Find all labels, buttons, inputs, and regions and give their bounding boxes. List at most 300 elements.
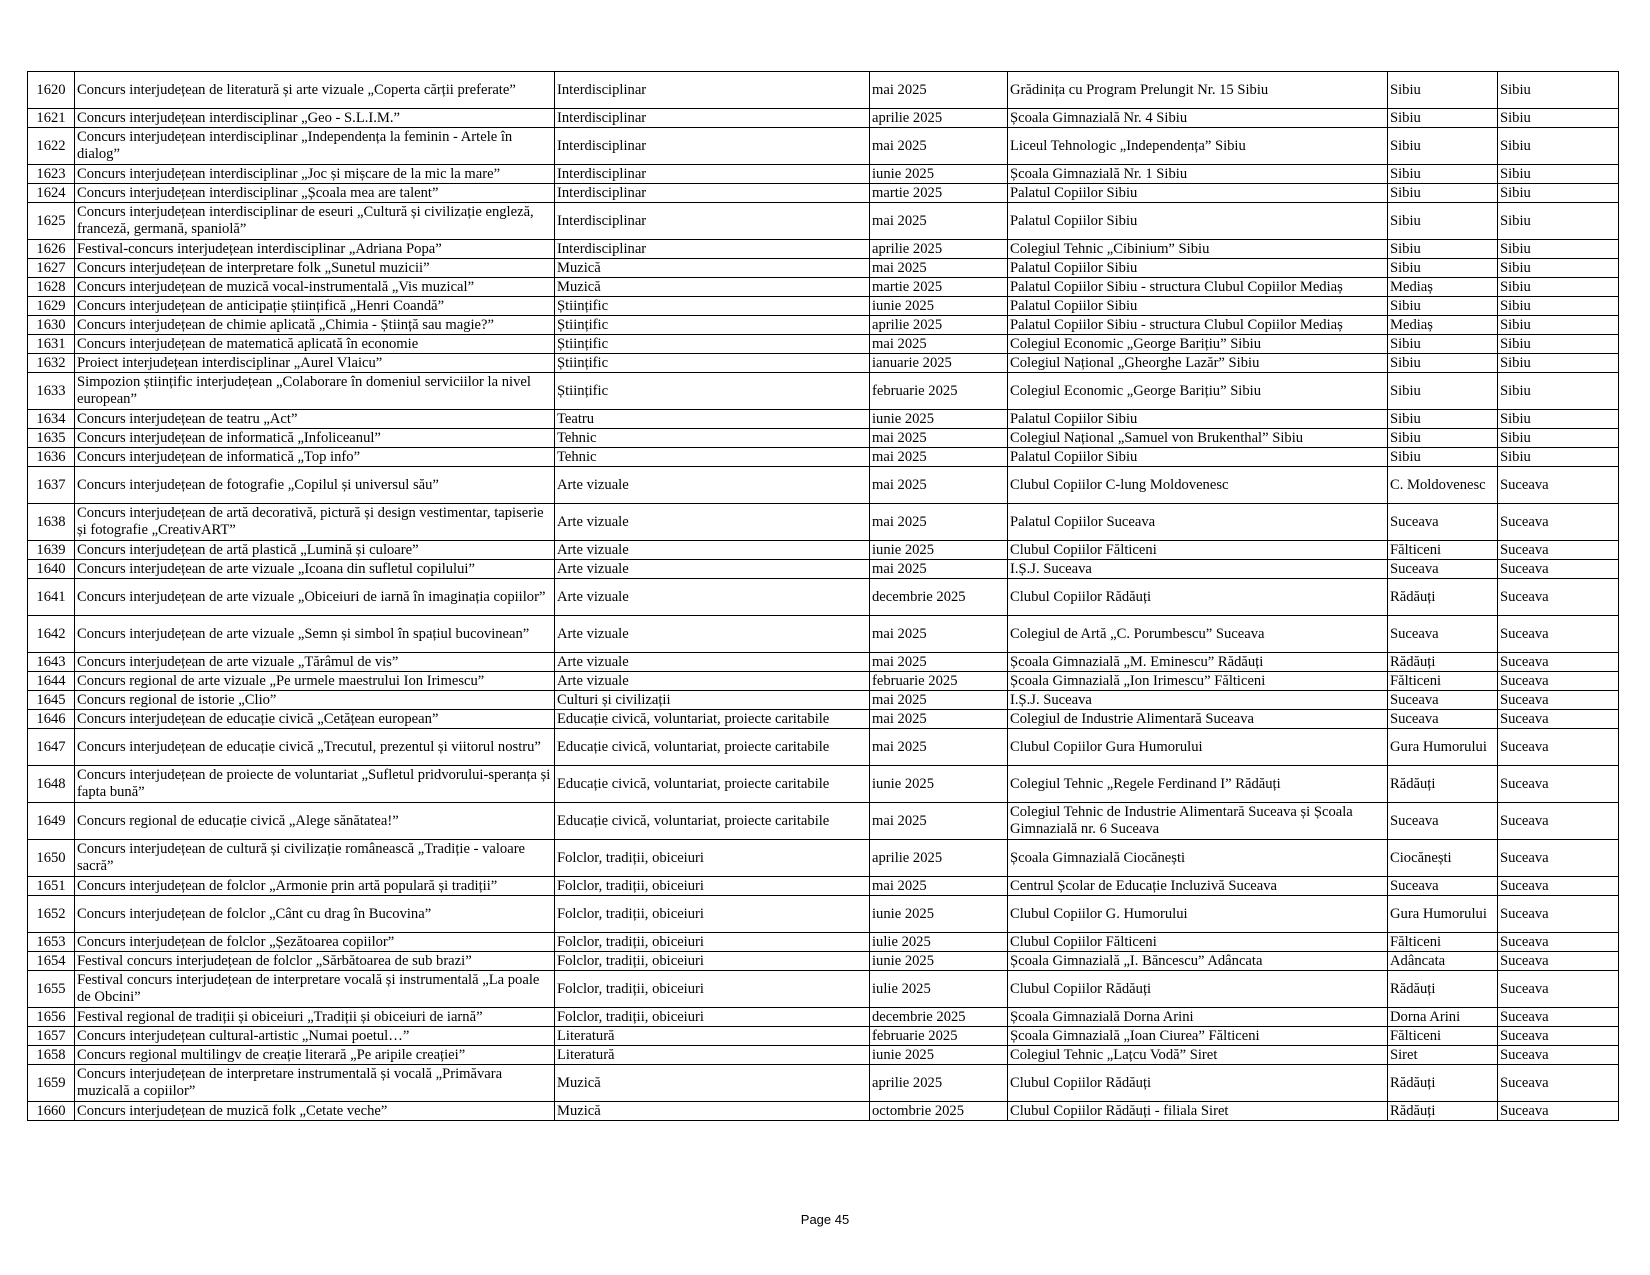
cell-organizer: Palatul Copiilor Sibiu — [1008, 297, 1388, 316]
cell-period: iulie 2025 — [870, 933, 1008, 952]
cell-locality: Rădăuți — [1388, 1065, 1498, 1102]
cell-organizer: Clubul Copiilor Rădăuți — [1008, 1065, 1388, 1102]
cell-competition-name: Concurs interjudețean de interpretare instrumentală și vocală „Primăvara muzicală a copiilor” — [75, 1065, 555, 1102]
cell-row-number: 1635 — [28, 429, 75, 448]
cell-organizer: Clubul Copiilor Fălticeni — [1008, 541, 1388, 560]
cell-period: mai 2025 — [870, 72, 1008, 109]
table-row — [28, 933, 1619, 952]
cell-period: mai 2025 — [870, 203, 1008, 240]
cell-domain: Literatură — [555, 1046, 870, 1065]
cell-organizer: Clubul Copiilor C-lung Moldovenesc — [1008, 467, 1388, 504]
cell-domain: Interdisciplinar — [555, 240, 870, 259]
cell-organizer: Școala Gimnazială „M. Eminescu” Rădăuți — [1008, 653, 1388, 672]
cell-domain: Folclor, tradiții, obiceiuri — [555, 896, 870, 933]
cell-domain: Interdisciplinar — [555, 203, 870, 240]
cell-competition-name: Concurs interjudețean de folclor „Cânt cu drag în Bucovina” — [75, 896, 555, 933]
cell-county: Sibiu — [1498, 316, 1619, 335]
cell-period: februarie 2025 — [870, 1027, 1008, 1046]
cell-period: decembrie 2025 — [870, 1008, 1008, 1027]
table-row — [28, 373, 1619, 410]
cell-row-number: 1659 — [28, 1065, 75, 1102]
cell-locality: Rădăuți — [1388, 766, 1498, 803]
cell-organizer: Colegiul Tehnic „Cibinium” Sibiu — [1008, 240, 1388, 259]
table-row — [28, 165, 1619, 184]
cell-locality: Siret — [1388, 1046, 1498, 1065]
table-row — [28, 448, 1619, 467]
cell-county: Suceava — [1498, 616, 1619, 653]
cell-county: Sibiu — [1498, 354, 1619, 373]
cell-county: Suceava — [1498, 1027, 1619, 1046]
table-row — [28, 240, 1619, 259]
cell-organizer: Școala Gimnazială „Ion Irimescu” Fălticeni — [1008, 672, 1388, 691]
cell-row-number: 1651 — [28, 877, 75, 896]
cell-locality: Rădăuți — [1388, 579, 1498, 616]
cell-competition-name: Concurs interjudețean de arte vizuale „Tărâmul de vis” — [75, 653, 555, 672]
cell-locality: Fălticeni — [1388, 672, 1498, 691]
cell-locality: Suceava — [1388, 803, 1498, 840]
cell-domain: Folclor, tradiții, obiceiuri — [555, 952, 870, 971]
cell-row-number: 1644 — [28, 672, 75, 691]
cell-domain: Culturi și civilizații — [555, 691, 870, 710]
competitions-table — [27, 71, 1619, 1121]
cell-organizer: Colegiul de Industrie Alimentară Suceava — [1008, 710, 1388, 729]
cell-row-number: 1648 — [28, 766, 75, 803]
cell-locality: Mediaș — [1388, 278, 1498, 297]
cell-county: Suceava — [1498, 803, 1619, 840]
cell-domain: Folclor, tradiții, obiceiuri — [555, 1008, 870, 1027]
cell-county: Sibiu — [1498, 109, 1619, 128]
cell-county: Sibiu — [1498, 297, 1619, 316]
cell-competition-name: Concurs interjudețean de chimie aplicată „Chimia - Știință sau magie?” — [75, 316, 555, 335]
cell-county: Suceava — [1498, 1008, 1619, 1027]
cell-organizer: Colegiul Tehnic „Regele Ferdinand I” Rădăuți — [1008, 766, 1388, 803]
page-number: Page 45 — [800, 1212, 850, 1227]
cell-period: iunie 2025 — [870, 297, 1008, 316]
cell-period: februarie 2025 — [870, 672, 1008, 691]
table-row — [28, 429, 1619, 448]
cell-county: Sibiu — [1498, 278, 1619, 297]
cell-locality: Sibiu — [1388, 429, 1498, 448]
cell-period: ianuarie 2025 — [870, 354, 1008, 373]
cell-domain: Muzică — [555, 1065, 870, 1102]
cell-competition-name: Concurs interjudețean de fotografie „Copilul și universul său” — [75, 467, 555, 504]
table-row — [28, 109, 1619, 128]
cell-period: aprilie 2025 — [870, 840, 1008, 877]
cell-county: Suceava — [1498, 877, 1619, 896]
cell-locality: Rădăuți — [1388, 1102, 1498, 1121]
cell-row-number: 1620 — [28, 72, 75, 109]
cell-locality: Sibiu — [1388, 128, 1498, 165]
cell-period: iunie 2025 — [870, 766, 1008, 803]
cell-competition-name: Concurs interjudețean de matematică aplicată în economie — [75, 335, 555, 354]
cell-locality: Fălticeni — [1388, 1027, 1498, 1046]
cell-organizer: Clubul Copiilor Gura Humorului — [1008, 729, 1388, 766]
cell-period: mai 2025 — [870, 560, 1008, 579]
cell-row-number: 1631 — [28, 335, 75, 354]
table-row — [28, 128, 1619, 165]
cell-county: Suceava — [1498, 467, 1619, 504]
cell-locality: Fălticeni — [1388, 933, 1498, 952]
cell-county: Sibiu — [1498, 373, 1619, 410]
cell-domain: Arte vizuale — [555, 653, 870, 672]
cell-competition-name: Concurs interjudețean de educație civică „Trecutul, prezentul și viitorul nostru” — [75, 729, 555, 766]
cell-period: iunie 2025 — [870, 410, 1008, 429]
cell-domain: Interdisciplinar — [555, 184, 870, 203]
cell-row-number: 1629 — [28, 297, 75, 316]
cell-county: Sibiu — [1498, 165, 1619, 184]
cell-competition-name: Festival-concurs interjudețean interdisciplinar „Adriana Popa” — [75, 240, 555, 259]
cell-competition-name: Festival concurs interjudețean de folclor „Sărbătoarea de sub brazi” — [75, 952, 555, 971]
cell-competition-name: Concurs interjudețean de muzică vocal-instrumentală „Vis muzical” — [75, 278, 555, 297]
cell-organizer: Școala Gimnazială „Ioan Ciurea” Fălticeni — [1008, 1027, 1388, 1046]
cell-county: Sibiu — [1498, 128, 1619, 165]
table-row — [28, 278, 1619, 297]
cell-locality: Sibiu — [1388, 240, 1498, 259]
cell-organizer: Palatul Copiilor Suceava — [1008, 504, 1388, 541]
cell-locality: Sibiu — [1388, 335, 1498, 354]
cell-period: octombrie 2025 — [870, 1102, 1008, 1121]
cell-competition-name: Concurs interjudețean interdisciplinar de eseuri „Cultură și civilizație engleză, franceză, germană, spaniolă” — [75, 203, 555, 240]
table-row — [28, 971, 1619, 1008]
cell-organizer: Centrul Școlar de Educație Incluzivă Suceava — [1008, 877, 1388, 896]
cell-county: Suceava — [1498, 672, 1619, 691]
cell-domain: Educație civică, voluntariat, proiecte caritabile — [555, 803, 870, 840]
cell-domain: Educație civică, voluntariat, proiecte caritabile — [555, 766, 870, 803]
cell-period: mai 2025 — [870, 429, 1008, 448]
cell-domain: Arte vizuale — [555, 467, 870, 504]
table-row — [28, 803, 1619, 840]
cell-row-number: 1641 — [28, 579, 75, 616]
cell-row-number: 1636 — [28, 448, 75, 467]
cell-county: Suceava — [1498, 504, 1619, 541]
cell-row-number: 1656 — [28, 1008, 75, 1027]
cell-domain: Științific — [555, 373, 870, 410]
cell-domain: Arte vizuale — [555, 616, 870, 653]
cell-row-number: 1622 — [28, 128, 75, 165]
cell-competition-name: Concurs interjudețean de arte vizuale „Semn și simbol în spațiul bucovinean” — [75, 616, 555, 653]
cell-county: Suceava — [1498, 971, 1619, 1008]
table-row — [28, 335, 1619, 354]
cell-organizer: Colegiul Național „Gheorghe Lazăr” Sibiu — [1008, 354, 1388, 373]
cell-competition-name: Concurs interjudețean de proiecte de voluntariat „Sufletul pridvorului-speranța și fapta bună” — [75, 766, 555, 803]
cell-county: Suceava — [1498, 729, 1619, 766]
cell-row-number: 1642 — [28, 616, 75, 653]
table-row — [28, 560, 1619, 579]
cell-locality: Sibiu — [1388, 203, 1498, 240]
cell-domain: Științific — [555, 316, 870, 335]
cell-locality: Sibiu — [1388, 109, 1498, 128]
cell-county: Suceava — [1498, 691, 1619, 710]
cell-domain: Interdisciplinar — [555, 128, 870, 165]
cell-locality: Sibiu — [1388, 354, 1498, 373]
table-row — [28, 72, 1619, 109]
cell-organizer: Clubul Copiilor Rădăuți — [1008, 971, 1388, 1008]
cell-county: Suceava — [1498, 579, 1619, 616]
cell-competition-name: Concurs interjudețean de teatru „Act” — [75, 410, 555, 429]
cell-organizer: Școala Gimnazială Ciocănești — [1008, 840, 1388, 877]
cell-locality: Rădăuți — [1388, 653, 1498, 672]
cell-competition-name: Concurs interjudețean de literatură și arte vizuale „Coperta cărții preferate” — [75, 72, 555, 109]
cell-organizer: Clubul Copiilor Rădăuți — [1008, 579, 1388, 616]
table-row — [28, 729, 1619, 766]
cell-county: Suceava — [1498, 766, 1619, 803]
cell-organizer: Colegiul Tehnic „Lațcu Vodă” Siret — [1008, 1046, 1388, 1065]
cell-locality: Suceava — [1388, 710, 1498, 729]
cell-row-number: 1658 — [28, 1046, 75, 1065]
cell-period: mai 2025 — [870, 467, 1008, 504]
cell-period: iunie 2025 — [870, 541, 1008, 560]
table-row — [28, 653, 1619, 672]
cell-row-number: 1647 — [28, 729, 75, 766]
cell-county: Suceava — [1498, 896, 1619, 933]
cell-competition-name: Concurs regional de istorie „Clio” — [75, 691, 555, 710]
cell-row-number: 1657 — [28, 1027, 75, 1046]
cell-organizer: Palatul Copiilor Sibiu - structura Clubul Copiilor Mediaș — [1008, 278, 1388, 297]
cell-organizer: Palatul Copiilor Sibiu — [1008, 410, 1388, 429]
cell-organizer: Clubul Copiilor Fălticeni — [1008, 933, 1388, 952]
table-row — [28, 203, 1619, 240]
cell-domain: Interdisciplinar — [555, 109, 870, 128]
table-row — [28, 616, 1619, 653]
table-row — [28, 467, 1619, 504]
cell-locality: C. Moldovenesc — [1388, 467, 1498, 504]
cell-organizer: Școala Gimnazială Nr. 4 Sibiu — [1008, 109, 1388, 128]
cell-row-number: 1654 — [28, 952, 75, 971]
cell-locality: Suceava — [1388, 616, 1498, 653]
table-row — [28, 579, 1619, 616]
cell-domain: Arte vizuale — [555, 504, 870, 541]
cell-competition-name: Concurs interjudețean de arte vizuale „Icoana din sufletul copilului” — [75, 560, 555, 579]
cell-locality: Sibiu — [1388, 448, 1498, 467]
cell-county: Suceava — [1498, 952, 1619, 971]
cell-competition-name: Concurs regional de educație civică „Alege sănătatea!” — [75, 803, 555, 840]
cell-row-number: 1633 — [28, 373, 75, 410]
cell-row-number: 1643 — [28, 653, 75, 672]
table-row — [28, 504, 1619, 541]
cell-competition-name: Concurs interjudețean de cultură și civilizație românească „Tradiție - valoare sacră” — [75, 840, 555, 877]
cell-organizer: Școala Gimnazială „I. Băncescu” Adâncata — [1008, 952, 1388, 971]
cell-row-number: 1627 — [28, 259, 75, 278]
cell-county: Suceava — [1498, 653, 1619, 672]
cell-organizer: Clubul Copiilor Rădăuți - filiala Siret — [1008, 1102, 1388, 1121]
cell-competition-name: Concurs regional de arte vizuale „Pe urmele maestrului Ion Irimescu” — [75, 672, 555, 691]
cell-organizer: Liceul Tehnologic „Independența” Sibiu — [1008, 128, 1388, 165]
cell-domain: Folclor, tradiții, obiceiuri — [555, 840, 870, 877]
cell-row-number: 1645 — [28, 691, 75, 710]
cell-competition-name: Proiect interjudețean interdisciplinar „Aurel Vlaicu” — [75, 354, 555, 373]
cell-locality: Sibiu — [1388, 297, 1498, 316]
cell-domain: Teatru — [555, 410, 870, 429]
cell-county: Suceava — [1498, 710, 1619, 729]
cell-period: aprilie 2025 — [870, 1065, 1008, 1102]
cell-organizer: Palatul Copiilor Sibiu — [1008, 448, 1388, 467]
cell-domain: Folclor, tradiții, obiceiuri — [555, 933, 870, 952]
cell-domain: Arte vizuale — [555, 560, 870, 579]
table-row — [28, 184, 1619, 203]
cell-locality: Sibiu — [1388, 259, 1498, 278]
cell-period: mai 2025 — [870, 616, 1008, 653]
cell-county: Sibiu — [1498, 429, 1619, 448]
cell-domain: Științific — [555, 335, 870, 354]
table-row — [28, 297, 1619, 316]
cell-period: decembrie 2025 — [870, 579, 1008, 616]
cell-competition-name: Concurs interjudețean cultural-artistic „Numai poetul…” — [75, 1027, 555, 1046]
cell-row-number: 1640 — [28, 560, 75, 579]
cell-period: martie 2025 — [870, 278, 1008, 297]
cell-county: Sibiu — [1498, 72, 1619, 109]
cell-row-number: 1623 — [28, 165, 75, 184]
cell-period: februarie 2025 — [870, 373, 1008, 410]
cell-locality: Fălticeni — [1388, 541, 1498, 560]
cell-domain: Folclor, tradiții, obiceiuri — [555, 971, 870, 1008]
cell-competition-name: Concurs interjudețean de arte vizuale „Obiceiuri de iarnă în imaginația copiilor” — [75, 579, 555, 616]
cell-locality: Gura Humorului — [1388, 729, 1498, 766]
cell-locality: Sibiu — [1388, 72, 1498, 109]
cell-domain: Arte vizuale — [555, 579, 870, 616]
cell-organizer: Palatul Copiilor Sibiu - structura Clubul Copiilor Mediaș — [1008, 316, 1388, 335]
cell-county: Suceava — [1498, 560, 1619, 579]
cell-organizer: Palatul Copiilor Sibiu — [1008, 259, 1388, 278]
cell-organizer: I.Ș.J. Suceava — [1008, 560, 1388, 579]
cell-locality: Ciocănești — [1388, 840, 1498, 877]
cell-county: Sibiu — [1498, 259, 1619, 278]
cell-competition-name: Concurs interjudețean de informatică „Top info” — [75, 448, 555, 467]
cell-period: mai 2025 — [870, 259, 1008, 278]
cell-competition-name: Simpozion științific interjudețean „Colaborare în domeniul serviciilor la nivel european” — [75, 373, 555, 410]
cell-domain: Tehnic — [555, 448, 870, 467]
table-row — [28, 1046, 1619, 1065]
cell-competition-name: Concurs interjudețean de informatică „Infoliceanul” — [75, 429, 555, 448]
cell-locality: Mediaș — [1388, 316, 1498, 335]
cell-competition-name: Concurs interjudețean de artă plastică „Lumină și culoare” — [75, 541, 555, 560]
cell-county: Suceava — [1498, 933, 1619, 952]
cell-domain: Tehnic — [555, 429, 870, 448]
cell-county: Sibiu — [1498, 184, 1619, 203]
table-row — [28, 877, 1619, 896]
cell-organizer: Palatul Copiilor Sibiu — [1008, 184, 1388, 203]
cell-row-number: 1639 — [28, 541, 75, 560]
cell-row-number: 1649 — [28, 803, 75, 840]
cell-organizer: Școala Gimnazială Dorna Arini — [1008, 1008, 1388, 1027]
cell-competition-name: Concurs interjudețean de anticipație științifică „Henri Coandă” — [75, 297, 555, 316]
cell-organizer: Colegiul Național „Samuel von Brukenthal” Sibiu — [1008, 429, 1388, 448]
cell-row-number: 1652 — [28, 896, 75, 933]
cell-row-number: 1624 — [28, 184, 75, 203]
cell-row-number: 1632 — [28, 354, 75, 373]
cell-row-number: 1634 — [28, 410, 75, 429]
table-row — [28, 259, 1619, 278]
cell-organizer: Clubul Copiilor G. Humorului — [1008, 896, 1388, 933]
cell-domain: Muzică — [555, 278, 870, 297]
cell-locality: Suceava — [1388, 560, 1498, 579]
cell-period: aprilie 2025 — [870, 316, 1008, 335]
cell-county: Suceava — [1498, 541, 1619, 560]
cell-period: iunie 2025 — [870, 1046, 1008, 1065]
cell-competition-name: Concurs interjudețean de folclor „Șezătoarea copiilor” — [75, 933, 555, 952]
cell-domain: Științific — [555, 297, 870, 316]
cell-county: Sibiu — [1498, 448, 1619, 467]
cell-period: mai 2025 — [870, 691, 1008, 710]
cell-locality: Suceava — [1388, 504, 1498, 541]
table-row — [28, 766, 1619, 803]
cell-row-number: 1637 — [28, 467, 75, 504]
cell-domain: Interdisciplinar — [555, 72, 870, 109]
cell-locality: Gura Humorului — [1388, 896, 1498, 933]
cell-row-number: 1660 — [28, 1102, 75, 1121]
table-row — [28, 1065, 1619, 1102]
cell-row-number: 1650 — [28, 840, 75, 877]
cell-row-number: 1638 — [28, 504, 75, 541]
cell-period: mai 2025 — [870, 653, 1008, 672]
table-row — [28, 410, 1619, 429]
cell-domain: Arte vizuale — [555, 672, 870, 691]
cell-competition-name: Concurs interjudețean interdisciplinar „Joc și mișcare de la mic la mare” — [75, 165, 555, 184]
cell-locality: Suceava — [1388, 691, 1498, 710]
cell-period: mai 2025 — [870, 877, 1008, 896]
cell-locality: Suceava — [1388, 877, 1498, 896]
cell-competition-name: Concurs interjudețean de educație civică „Cetățean european” — [75, 710, 555, 729]
table-row — [28, 710, 1619, 729]
cell-organizer: Palatul Copiilor Sibiu — [1008, 203, 1388, 240]
cell-county: Suceava — [1498, 1046, 1619, 1065]
table-row — [28, 1102, 1619, 1121]
cell-competition-name: Concurs interjudețean de folclor „Armonie prin artă populară și tradiții” — [75, 877, 555, 896]
cell-locality: Sibiu — [1388, 184, 1498, 203]
table-row — [28, 691, 1619, 710]
table-row — [28, 1027, 1619, 1046]
cell-period: aprilie 2025 — [870, 240, 1008, 259]
cell-period: iunie 2025 — [870, 165, 1008, 184]
cell-period: aprilie 2025 — [870, 109, 1008, 128]
cell-domain: Educație civică, voluntariat, proiecte caritabile — [555, 729, 870, 766]
cell-locality: Dorna Arini — [1388, 1008, 1498, 1027]
cell-domain: Literatură — [555, 1027, 870, 1046]
cell-period: mai 2025 — [870, 504, 1008, 541]
cell-competition-name: Concurs interjudețean interdisciplinar „Independența la feminin - Artele în dialog” — [75, 128, 555, 165]
cell-period: mai 2025 — [870, 128, 1008, 165]
table-row — [28, 354, 1619, 373]
cell-organizer: Colegiul Economic „George Barițiu” Sibiu — [1008, 335, 1388, 354]
table-body — [28, 72, 1619, 1121]
cell-county: Sibiu — [1498, 240, 1619, 259]
cell-competition-name: Festival regional de tradiții și obiceiuri „Tradiții și obiceiuri de iarnă” — [75, 1008, 555, 1027]
table-row — [28, 316, 1619, 335]
cell-row-number: 1630 — [28, 316, 75, 335]
cell-organizer: Școala Gimnazială Nr. 1 Sibiu — [1008, 165, 1388, 184]
cell-period: iunie 2025 — [870, 952, 1008, 971]
cell-competition-name: Concurs regional multilingv de creație literară „Pe aripile creației” — [75, 1046, 555, 1065]
cell-period: iunie 2025 — [870, 896, 1008, 933]
cell-county: Sibiu — [1498, 410, 1619, 429]
cell-row-number: 1628 — [28, 278, 75, 297]
cell-period: mai 2025 — [870, 335, 1008, 354]
cell-competition-name: Concurs interjudețean de interpretare folk „Sunetul muzicii” — [75, 259, 555, 278]
cell-county: Suceava — [1498, 1102, 1619, 1121]
cell-period: mai 2025 — [870, 729, 1008, 766]
cell-organizer: Grădinița cu Program Prelungit Nr. 15 Sibiu — [1008, 72, 1388, 109]
table-row — [28, 541, 1619, 560]
cell-domain: Muzică — [555, 1102, 870, 1121]
cell-organizer: I.Ș.J. Suceava — [1008, 691, 1388, 710]
cell-competition-name: Concurs interjudețean de artă decorativă, pictură și design vestimentar, tapiserie și fotografie „CreativART” — [75, 504, 555, 541]
cell-locality: Adâncata — [1388, 952, 1498, 971]
table-row — [28, 952, 1619, 971]
cell-period: mai 2025 — [870, 448, 1008, 467]
cell-row-number: 1646 — [28, 710, 75, 729]
cell-domain: Interdisciplinar — [555, 165, 870, 184]
cell-domain: Științific — [555, 354, 870, 373]
cell-county: Suceava — [1498, 1065, 1619, 1102]
